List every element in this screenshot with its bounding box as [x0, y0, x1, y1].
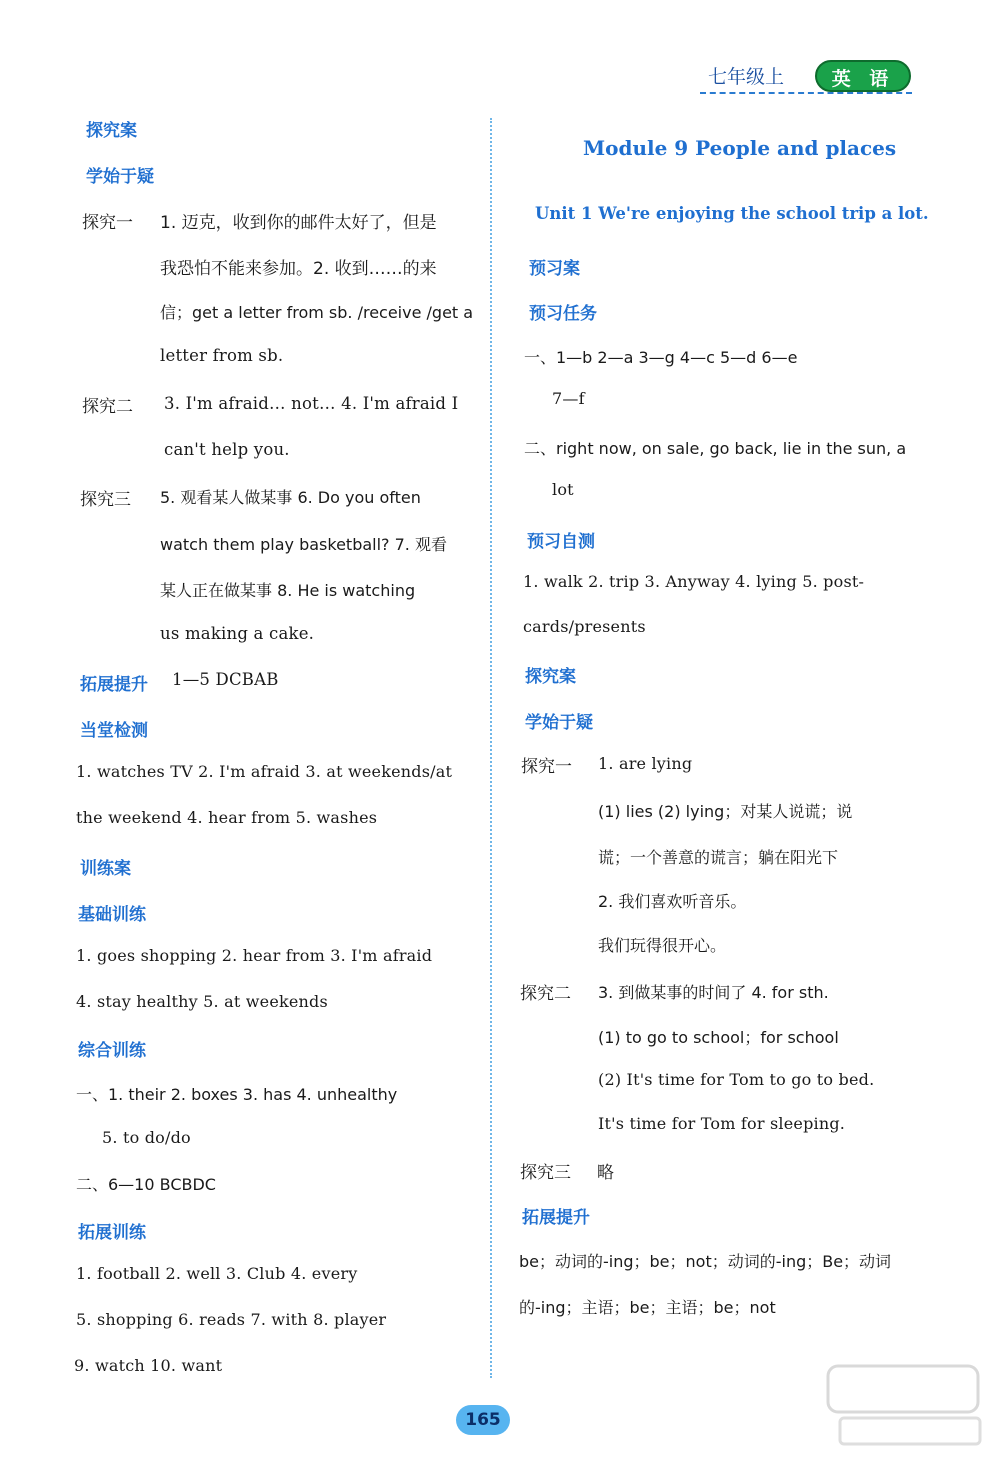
answer-line: 7—f: [552, 389, 585, 408]
answer-line: us making a cake.: [160, 624, 315, 643]
page-number: 165: [456, 1405, 510, 1435]
answer-line: 谎；一个善意的谎言；躺在阳光下: [598, 848, 839, 867]
section-heading: 预习自测: [527, 532, 595, 552]
answer-line: 1. walk 2. trip 3. Anyway 4. lying 5. post-: [523, 572, 865, 591]
section-heading: 拓展提升: [522, 1208, 590, 1228]
answer-line: 3. 到做某事的时间了 4. for sth.: [598, 983, 829, 1002]
answer-line: It's time for Tom for sleeping.: [598, 1114, 846, 1133]
answer-line: 1. football 2. well 3. Club 4. every: [76, 1264, 358, 1283]
answer-line: (1) to go to school；for school: [598, 1028, 839, 1047]
answer-line: 一、1. their 2. boxes 3. has 4. unhealthy: [76, 1085, 398, 1104]
answer-line: 2. 我们喜欢听音乐。: [598, 892, 747, 911]
section-heading: 学始于疑: [525, 713, 593, 733]
answer-line: 略: [597, 1163, 614, 1183]
answer-line: 二、right now, on sale, go back, lie in the sun, a: [524, 439, 907, 458]
section-heading: 探究案: [86, 121, 137, 141]
answer-line: lot: [552, 480, 574, 499]
section-heading: 训练案: [80, 859, 131, 879]
answer-line: 1. 迈克，收到你的邮件太好了，但是: [160, 213, 437, 233]
answer-line: cards/presents: [523, 617, 646, 636]
answer-line: (2) It's time for Tom to go to bed.: [598, 1070, 875, 1089]
answer-line: 1. watches TV 2. I'm afraid 3. at weekends/at: [76, 762, 453, 781]
item-label: 探究二: [520, 984, 571, 1004]
section-heading: 拓展训练: [78, 1223, 146, 1243]
subject-badge: [815, 60, 911, 92]
watermark-logo-icon: [820, 1360, 990, 1450]
section-heading: 拓展提升: [80, 675, 148, 695]
answer-line: can't help you.: [164, 440, 290, 459]
answer-line: 1. goes shopping 2. hear from 3. I'm afraid: [76, 946, 433, 965]
section-heading: 探究案: [525, 667, 576, 687]
answer-line: 我们玩得很开心。: [598, 936, 727, 955]
answer-line: 信；get a letter from sb. /receive /get a: [160, 303, 474, 322]
column-divider: [490, 118, 492, 1378]
item-label: 探究三: [520, 1163, 571, 1183]
answer-line: 的-ing；主语；be；主语；be；not: [519, 1298, 776, 1317]
answer-line: 1. are lying: [598, 754, 693, 773]
answer-line: 我恐怕不能来参加。2. 收到……的来: [160, 259, 437, 279]
answer-line: 3. I'm afraid… not… 4. I'm afraid I: [164, 394, 459, 413]
answer-line: 1—5 DCBAB: [172, 670, 279, 689]
module-title: Module 9 People and places: [583, 136, 897, 160]
item-label: 探究一: [82, 213, 133, 233]
section-heading: 学始于疑: [86, 167, 154, 187]
section-heading: 预习案: [529, 259, 580, 279]
item-label: 探究一: [521, 757, 572, 777]
answer-line: 5. 观看某人做某事 6. Do you often: [160, 488, 421, 507]
answer-line: (1) lies (2) lying；对某人说谎；说: [598, 802, 853, 821]
answer-line: 4. stay healthy 5. at weekends: [76, 992, 328, 1011]
answer-line: 某人正在做某事 8. He is watching: [160, 581, 416, 600]
answer-line: 一、1—b 2—a 3—g 4—c 5—d 6—e: [524, 348, 798, 367]
section-heading: 综合训练: [78, 1041, 146, 1061]
answer-line: be；动词的-ing；be；not；动词的-ing；Be；动词: [519, 1252, 892, 1271]
subject-label: 英 语: [831, 68, 895, 90]
item-label: 探究三: [80, 490, 131, 510]
answer-line: 9. watch 10. want: [74, 1356, 223, 1375]
answer-line: letter from sb.: [160, 346, 284, 365]
answer-line: 二、6—10 BCBDC: [76, 1175, 216, 1194]
header-underline: [700, 92, 912, 94]
unit-title: Unit 1 We're enjoying the school trip a lot.: [535, 204, 929, 223]
section-heading: 预习任务: [529, 304, 597, 324]
section-heading: 当堂检测: [80, 721, 148, 741]
answer-line: the weekend 4. hear from 5. washes: [76, 808, 378, 827]
grade-label: 七年级上: [708, 66, 785, 88]
answer-line: 5. to do/do: [102, 1128, 191, 1147]
answer-line: 5. shopping 6. reads 7. with 8. player: [76, 1310, 387, 1329]
section-heading: 基础训练: [78, 905, 146, 925]
answer-line: watch them play basketball? 7. 观看: [160, 535, 447, 554]
item-label: 探究二: [82, 397, 133, 417]
